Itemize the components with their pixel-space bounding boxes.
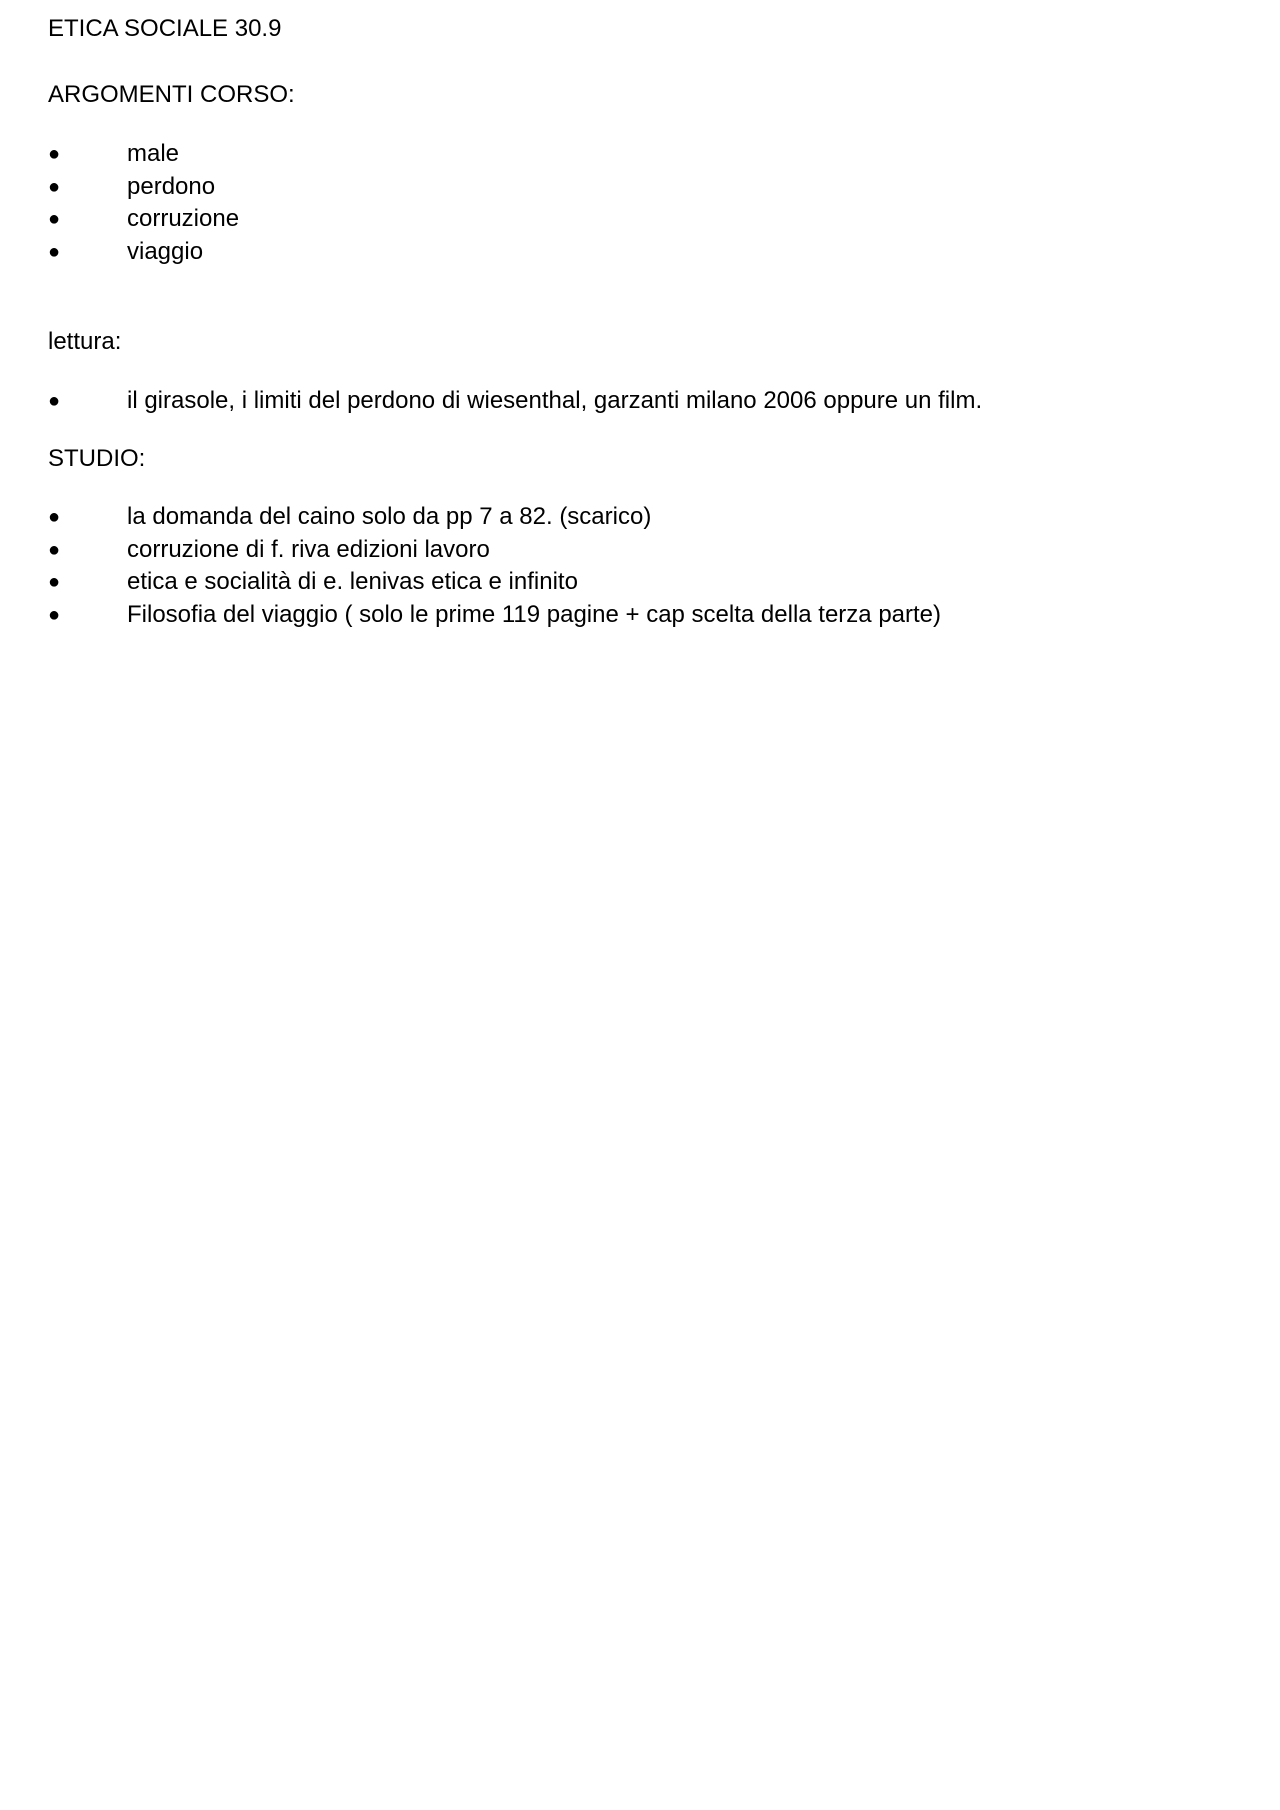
- section-heading-lettura: lettura:: [48, 328, 122, 355]
- section-heading-studio: STUDIO:: [48, 445, 146, 472]
- list-item-text: la domanda del caino solo da pp 7 a 82. (scarico): [127, 503, 652, 530]
- bullet-icon: ●: [48, 538, 61, 561]
- document-title: ETICA SOCIALE 30.9: [48, 15, 282, 42]
- bullet-icon: ●: [48, 175, 61, 198]
- bullet-icon: ●: [48, 208, 61, 230]
- list-item-text: male: [127, 140, 180, 167]
- list-item-text: Filosofia del viaggio ( solo le prime 119 pagine + cap scelta della terza parte): [127, 600, 942, 628]
- list-item-text: etica e socialità di e. lenivas etica e infinito: [127, 568, 578, 595]
- list-item-text: il girasole, i limiti del perdono di wiesenthal, garzanti milano 2006 oppure un film.: [127, 387, 983, 414]
- list-item-text: viaggio: [127, 237, 204, 265]
- bullet-icon: ●: [48, 603, 61, 626]
- bullet-icon: ●: [48, 571, 61, 593]
- bullet-icon: ●: [48, 240, 61, 263]
- section-heading-argomenti: ARGOMENTI CORSO:: [48, 81, 295, 108]
- bullet-icon: ●: [48, 506, 61, 528]
- list-item-text: corruzione di f. riva edizioni lavoro: [127, 535, 490, 563]
- list-item-text: corruzione: [127, 205, 240, 232]
- list-item-text: perdono: [127, 172, 216, 200]
- bullet-icon: ●: [48, 143, 61, 165]
- bullet-icon: ●: [48, 390, 61, 412]
